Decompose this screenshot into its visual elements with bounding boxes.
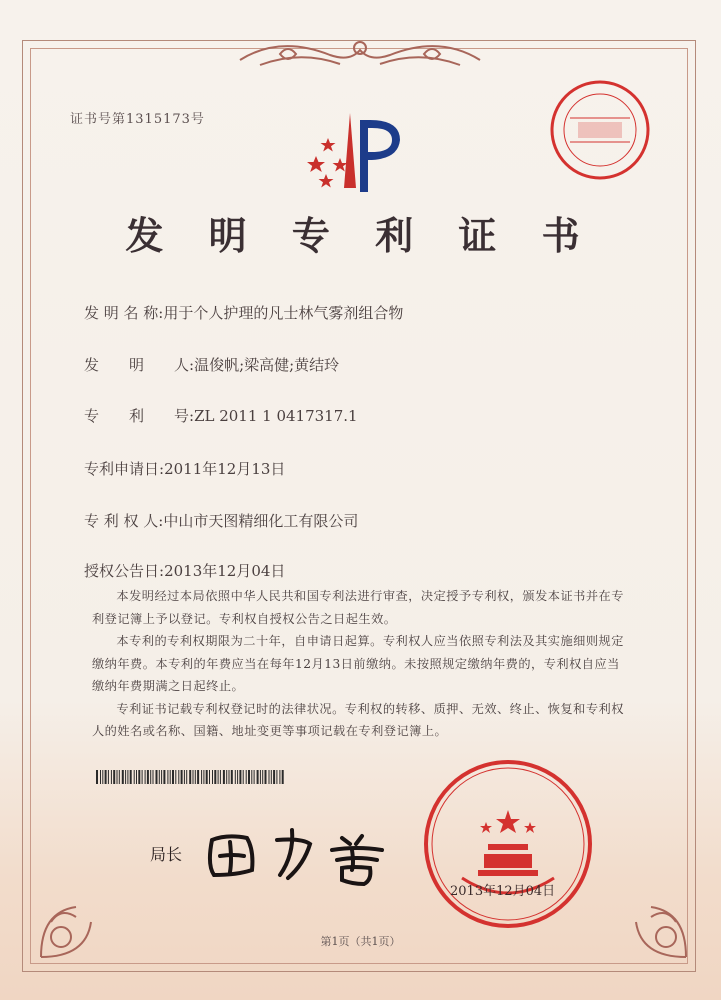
barcode-icon — [96, 770, 286, 784]
patentee-value: 中山市天图精细化工有限公司 — [163, 512, 359, 530]
top-ornament-icon — [220, 30, 500, 80]
certificate-number: 证书号第1315173号 — [70, 112, 205, 127]
invention-name-row — [84, 302, 403, 323]
corner-ornament-icon — [36, 892, 106, 962]
body-paragraph: 本专利的专利权期限为二十年，自申请日起算。专利权人应当依照专利法及其实施细则规定缴纳年费。本专利的年费应当在每年12月13日前缴纳。未按照规定缴纳年费的，专利权自应当缴纳年费期满之日起终止。 — [92, 634, 624, 693]
grant-date-value: 2013年12月04日 — [164, 562, 286, 580]
invention-name-value: 用于个人护理的凡士林气雾剂组合物 — [163, 304, 404, 322]
director-label: 局长 — [150, 845, 183, 864]
corner-ornament-icon — [621, 892, 691, 962]
patent-office-logo-icon — [298, 108, 416, 198]
body-paragraph: 专利证书记载专利权登记时的法律状况。专利权的转移、质押、无效、终止、恢复和专利权人的姓名或名称、国籍、地址变更等事项记载在专利登记簿上。 — [92, 701, 624, 738]
certificate-body — [92, 585, 627, 743]
page-number: 第1页（共1页） — [320, 935, 401, 948]
inventors-row — [84, 354, 339, 375]
grant-date-row — [84, 560, 285, 581]
filing-date-label: 专利申请日: — [84, 460, 165, 478]
director-signature-icon — [192, 820, 412, 890]
certificate-title: 发 明 专 利 证 书 — [125, 213, 596, 258]
tax-stamp-seal-icon — [548, 78, 652, 182]
invention-name-label: 发 明 名 称: — [84, 304, 164, 322]
grant-date-label: 授权公告日: — [84, 562, 165, 580]
filing-date-value: 2011年12月13日 — [164, 460, 286, 478]
inventors-label: 发 明 人: — [84, 356, 195, 374]
patentee-label: 专 利 权 人: — [84, 512, 164, 530]
inventors-value: 温俊帆;梁高健;黄结玲 — [194, 356, 340, 374]
patent-number-value: ZL 2011 1 0417317.1 — [194, 407, 358, 425]
signature-block — [150, 820, 410, 900]
patent-number-label: 专 利 号: — [84, 407, 195, 425]
body-paragraph: 本发明经过本局依照中华人民共和国专利法进行审查，决定授予专利权，颁发本证书并在专利登记簿上予以登记。专利权自授权公告之日起生效。 — [92, 589, 624, 626]
patentee-row — [84, 510, 358, 531]
patent-number-row — [84, 405, 358, 426]
state-ip-office-seal-icon — [422, 758, 594, 930]
seal-date: 2013年12月04日 — [450, 884, 556, 899]
filing-date-row — [84, 458, 285, 479]
